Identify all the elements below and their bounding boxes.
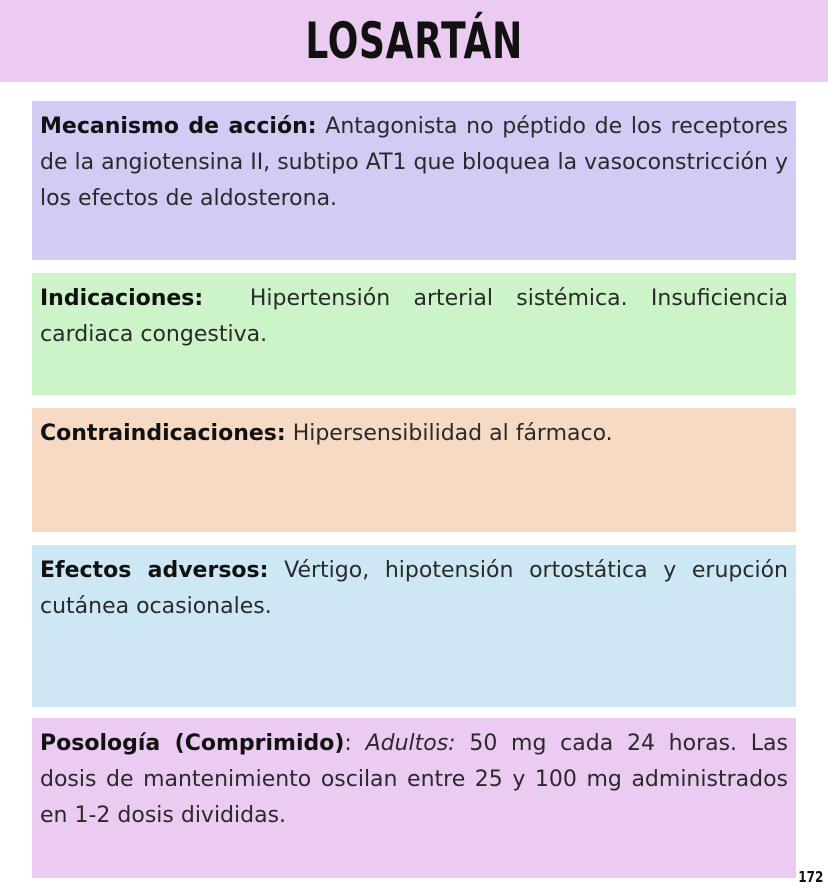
contraindicaciones-paragraph (40, 416, 788, 452)
posologia-paragraph (40, 726, 788, 834)
posologia-label: Posología (Comprimido) (40, 731, 345, 756)
mecanismo-label: Mecanismo de acción: (40, 114, 317, 139)
contraindicaciones-label: Contraindicaciones: (40, 421, 286, 446)
indicaciones-section (32, 273, 796, 395)
page-number: 172 (797, 868, 823, 886)
posologia-text: 50 mg cada 24 horas. Las dosis de mantenimiento oscilan entre 25 y 100 mg administrados en 1-2 dosis divididas. (40, 731, 788, 828)
contraindicaciones-section (32, 408, 796, 532)
contraindicaciones-text: Hipersensibilidad al fármaco. (292, 421, 613, 446)
indicaciones-label: Indicaciones: (40, 286, 204, 311)
mecanismo-paragraph (40, 109, 788, 217)
mecanismo-section (32, 101, 796, 260)
mecanismo-text: Antagonista no péptido de los receptores de la angiotensina II, subtipo AT1 que bloquea la vasoconstricción y los efectos de aldosterona. (40, 114, 788, 211)
posologia-section (32, 718, 796, 878)
efectos-adversos-section (32, 545, 796, 707)
indicaciones-text: Hipertensión arterial sistémica. Insuficiencia cardiaca congestiva. (40, 286, 788, 347)
page-title: LOSARTÁN (305, 12, 523, 70)
title-bar (0, 0, 828, 82)
efectos-text: Vértigo, hipotensión ortostática y erupción cutánea ocasionales. (40, 558, 788, 619)
efectos-label: Efectos adversos: (40, 558, 269, 583)
efectos-paragraph (40, 553, 788, 625)
indicaciones-paragraph (40, 281, 788, 353)
posologia-group: Adultos: (365, 731, 456, 756)
posologia-colon: : (344, 731, 352, 756)
